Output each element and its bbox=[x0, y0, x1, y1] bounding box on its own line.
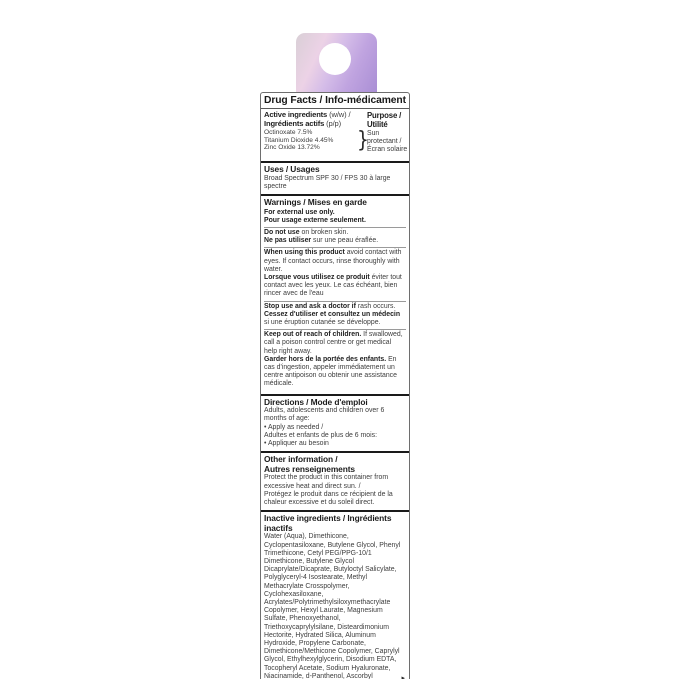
panel-title: Drug Facts / Info-médicament bbox=[261, 93, 409, 109]
brace-glyph: } bbox=[357, 128, 369, 153]
hang-tab bbox=[296, 33, 377, 97]
warning-item bbox=[264, 301, 406, 330]
warning-text-fr: Lorsque vous utilisez ce produit éviter tout contact avec les yeux. Le cas échéant, bien rincer avec de l'eau bbox=[264, 273, 402, 298]
warnings-section bbox=[261, 194, 409, 394]
other-information-body-fr: Protégez le produit dans ce récipient de la chaleur excessive et du soleil direct. bbox=[264, 490, 393, 506]
inactive-ingredients-heading-line1: Inactive ingredients / Ingrédients bbox=[264, 513, 392, 524]
warning-item bbox=[264, 227, 406, 247]
purpose-heading-fr: Utilité bbox=[367, 120, 388, 130]
inactive-ingredients-body: Water (Aqua), Dimethicone, Cyclopentasiloxane, Butylene Glycol, Phenyl Trimethicone, Cetyl PEG/PPG-10/1 Dimethicone, Butylene Glycol Dicaprylate/Dicaprate, Butyloctyl Salicylate, Polyglyceryl-4 Isostearate, Methyl Methacrylate Crosspolymer, Cyclohexasiloxane, Acrylates/Polytrimethylsiloxymethacrylate Copolymer, Hexyl Laurate, Magnesium Sulfate, Phenoxyethanol, Triethoxycaprylylsilane, Disteardimonium Hectorite, Hydrated Silica, Aluminum Hydroxide, Propylene Carbonate, Dimethicone/Methicone Copolymer, Caprylyl Glycol, Ethylhexylglycerin, Disodium EDTA, Tocopheryl Acetate, Sodium Hyaluronate, Niacinamide, d-Panthenol, Ascorbyl bbox=[264, 533, 401, 679]
warning-item bbox=[264, 329, 406, 390]
warning-text-fr: Ne pas utiliser sur une peau éraflée. bbox=[264, 237, 379, 245]
directions-section bbox=[261, 394, 409, 452]
purpose-value: Sun protectant / Écran solaire bbox=[367, 130, 408, 154]
active-ingredient-item: Titanium Dioxide 4.45% bbox=[264, 136, 334, 144]
active-ingredients-section bbox=[261, 109, 409, 161]
warning-item bbox=[264, 247, 406, 300]
uses-section bbox=[261, 161, 409, 194]
directions-heading: Directions / Mode d'emploi bbox=[264, 396, 368, 407]
other-information-section bbox=[261, 451, 409, 510]
inactive-ingredients-section bbox=[261, 510, 409, 679]
warning-text-fr: Cessez d'utiliser et consultez un médecin si une éruption cutanée se développe. bbox=[264, 310, 401, 326]
directions-line: Adults, adolescents and children over 6 months of age: bbox=[264, 407, 385, 423]
purpose-heading-en: Purpose / bbox=[367, 111, 402, 120]
warning-text-fr: Garder hors de la portée des enfants. En cas d'ingestion, appeler immédiatement un centre antipoison ou obtenir une assistance médicale. bbox=[264, 355, 397, 388]
active-ingredient-item: Zinc Oxide 13.72% bbox=[264, 144, 320, 152]
other-information-body-en: Protect the product in this container from excessive heat and direct sun. / bbox=[264, 474, 389, 490]
active-ingredient-item: Octinoxate 7.5% bbox=[264, 128, 313, 136]
inactive-ingredients-heading-line2: inactifs bbox=[264, 522, 293, 533]
continuation-arrow-icon: ▸ bbox=[401, 675, 405, 679]
other-information-heading-line2: Autres renseignements bbox=[264, 463, 355, 474]
active-ingredients-heading-en: Active ingredients (w/w) / bbox=[264, 110, 351, 119]
warnings-heading: Warnings / Mises en garde bbox=[264, 196, 367, 207]
hang-tab-hole bbox=[319, 43, 351, 75]
warning-text-en: Keep out of reach of children. If swallowed, call a poison control centre or get medical help right away. bbox=[264, 331, 403, 355]
uses-heading: Uses / Usages bbox=[264, 164, 320, 174]
warning-text-en: For external use only. bbox=[264, 208, 335, 216]
directions-line: • Apply as needed / bbox=[264, 423, 324, 431]
warning-text-fr: Pour usage externe seulement. bbox=[264, 216, 366, 224]
directions-line: • Appliquer au besoin bbox=[264, 440, 329, 448]
warning-text-en: Stop use and ask a doctor if rash occurs. bbox=[264, 302, 396, 310]
drug-facts-panel bbox=[260, 92, 410, 679]
warning-text-en: Do not use on broken skin. bbox=[264, 228, 349, 236]
warning-text-en: When using this product avoid contact with eyes. If contact occurs, rinse thoroughly with water. bbox=[264, 249, 402, 273]
uses-body: Broad Spectrum SPF 30 / FPS 30 à large spectre bbox=[264, 174, 391, 190]
other-information-heading-line1: Other information / bbox=[264, 454, 338, 465]
active-ingredients-heading-fr: Ingrédients actifs (p/p) bbox=[264, 118, 342, 128]
warning-item bbox=[264, 208, 406, 227]
directions-line: Adultes et enfants de plus de 6 mois: bbox=[264, 431, 377, 439]
purpose-column bbox=[367, 111, 410, 155]
